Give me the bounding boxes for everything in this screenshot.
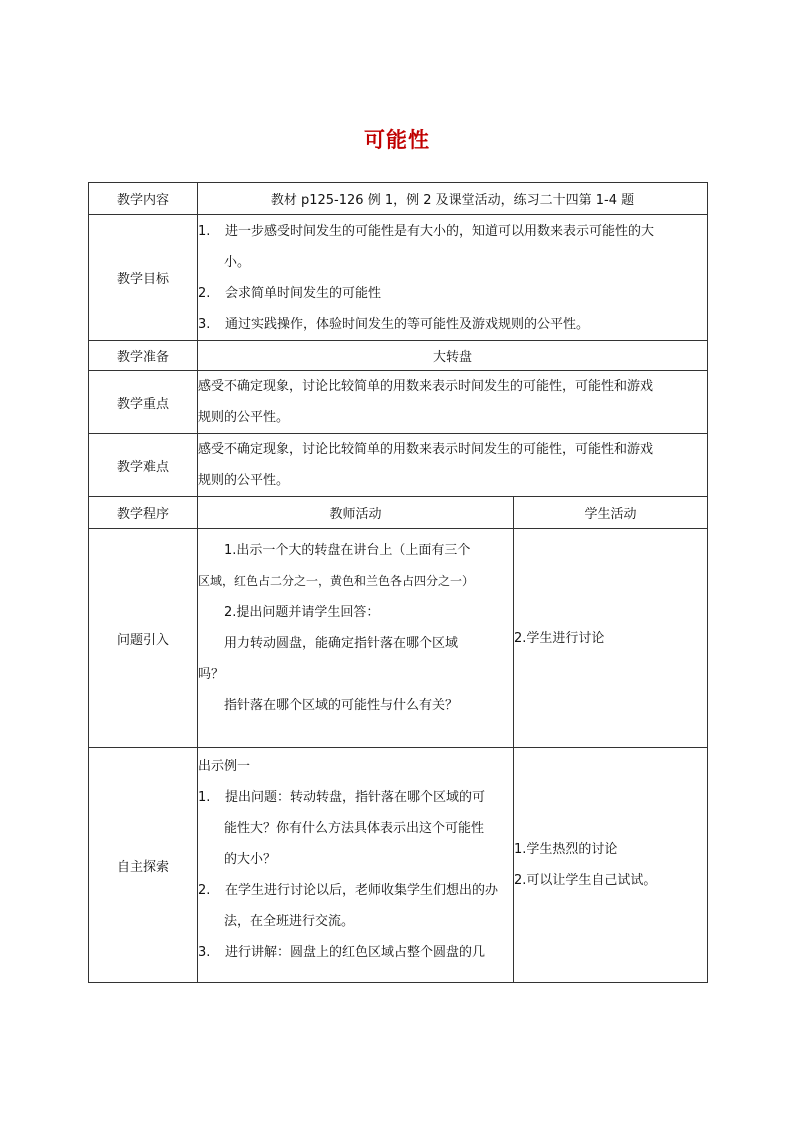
- explore-item: [198, 875, 513, 906]
- goal-item: [198, 216, 707, 247]
- intro-line: 2.提出问题并请学生回答：: [224, 605, 380, 620]
- explore-student-line: 1.学生热烈的讨论: [514, 842, 618, 857]
- difficult-line: 感受不确定现象，讨论比较简单的用数来表示时间发生的可能性，可能性和游戏: [198, 442, 654, 457]
- intro-teacher-cell: [198, 529, 514, 748]
- difficult-line: 规则的公平性。: [198, 473, 290, 488]
- explore-item: [198, 937, 513, 968]
- key-value: [198, 371, 708, 434]
- goal-item: [198, 309, 707, 340]
- row-label-explore: 自主探索: [89, 748, 198, 983]
- row-procedure-header: [89, 497, 708, 529]
- row-label-intro: 问题引入: [89, 529, 198, 748]
- explore-number: 1.: [198, 790, 211, 805]
- intro-student-cell: [514, 529, 708, 748]
- row-label-key: 教学重点: [89, 371, 198, 434]
- goal-number: 3.: [198, 316, 211, 332]
- key-line: 规则的公平性。: [198, 410, 290, 425]
- intro-line: 用力转动圆盘，能确定指针落在哪个区域: [224, 636, 459, 651]
- difficult-value: [198, 434, 708, 497]
- row-explore: [89, 748, 708, 983]
- row-label-procedure: 教学程序: [89, 497, 198, 529]
- prep-value: 大转盘: [198, 341, 708, 371]
- explore-text-cont: 能性大？你有什么方法具体表示出这个可能性: [224, 821, 485, 836]
- row-label-goals: 教学目标: [89, 215, 198, 341]
- intro-student-text: 2.学生进行讨论: [514, 630, 605, 646]
- intro-line: 指针落在哪个区域的可能性与什么有关？: [224, 698, 459, 713]
- goal-text: 会求简单时间发生的可能性: [225, 285, 382, 301]
- goal-text: 通过实践操作，体验时间发生的等可能性及游戏规则的公平性。: [225, 316, 590, 332]
- row-label-content: 教学内容: [89, 183, 198, 215]
- column-header-teacher: 教师活动: [198, 497, 514, 529]
- page-title: 可能性: [364, 127, 430, 152]
- explore-text: 提出问题：转动转盘，指针落在哪个区域的可: [225, 790, 486, 805]
- explore-student-line: 2.可以让学生自己试试。: [514, 873, 657, 888]
- column-header-student: 学生活动: [514, 497, 708, 529]
- explore-text-cont: 的大小？: [224, 852, 277, 867]
- goals-cell: [198, 215, 708, 341]
- key-line: 感受不确定现象，讨论比较简单的用数来表示时间发生的可能性，可能性和游戏: [198, 379, 654, 394]
- goal-number: 1.: [198, 223, 211, 239]
- lesson-plan-table: [88, 182, 708, 983]
- intro-line: 吗？: [198, 667, 225, 682]
- explore-text: 在学生进行讨论以后，老师收集学生们想出的办: [225, 883, 499, 898]
- explore-student-cell: [514, 748, 708, 983]
- explore-heading: 出示例一: [198, 759, 251, 774]
- goal-number: 2.: [198, 285, 211, 301]
- explore-number: 2.: [198, 883, 211, 898]
- row-label-difficult: 教学难点: [89, 434, 198, 497]
- explore-number: 3.: [198, 945, 211, 960]
- row-difficult: [89, 434, 708, 497]
- explore-teacher-cell: [198, 748, 514, 983]
- intro-line: 区域，红色占二分之一，黄色和兰色各占四分之一）: [198, 574, 475, 588]
- row-prep: [89, 341, 708, 371]
- row-key: [89, 371, 708, 434]
- explore-text-cont: 法，在全班进行交流。: [224, 914, 355, 929]
- row-goals: [89, 215, 708, 341]
- goal-text-cont: 小。: [224, 254, 251, 270]
- intro-line: 1.出示一个大的转盘在讲台上（上面有三个: [224, 543, 471, 558]
- row-content: [89, 183, 708, 215]
- content-value: 教材 p125-126 例 1，例 2 及课堂活动，练习二十四第 1-4 题: [198, 183, 708, 215]
- row-label-prep: 教学准备: [89, 341, 198, 371]
- goal-item: [198, 278, 707, 309]
- explore-text: 进行讲解：圆盘上的红色区域占整个圆盘的几: [225, 945, 486, 960]
- goal-text: 进一步感受时间发生的可能性是有大小的，知道可以用数来表示可能性的大: [225, 223, 655, 239]
- row-intro: [89, 529, 708, 748]
- explore-item: [198, 782, 513, 813]
